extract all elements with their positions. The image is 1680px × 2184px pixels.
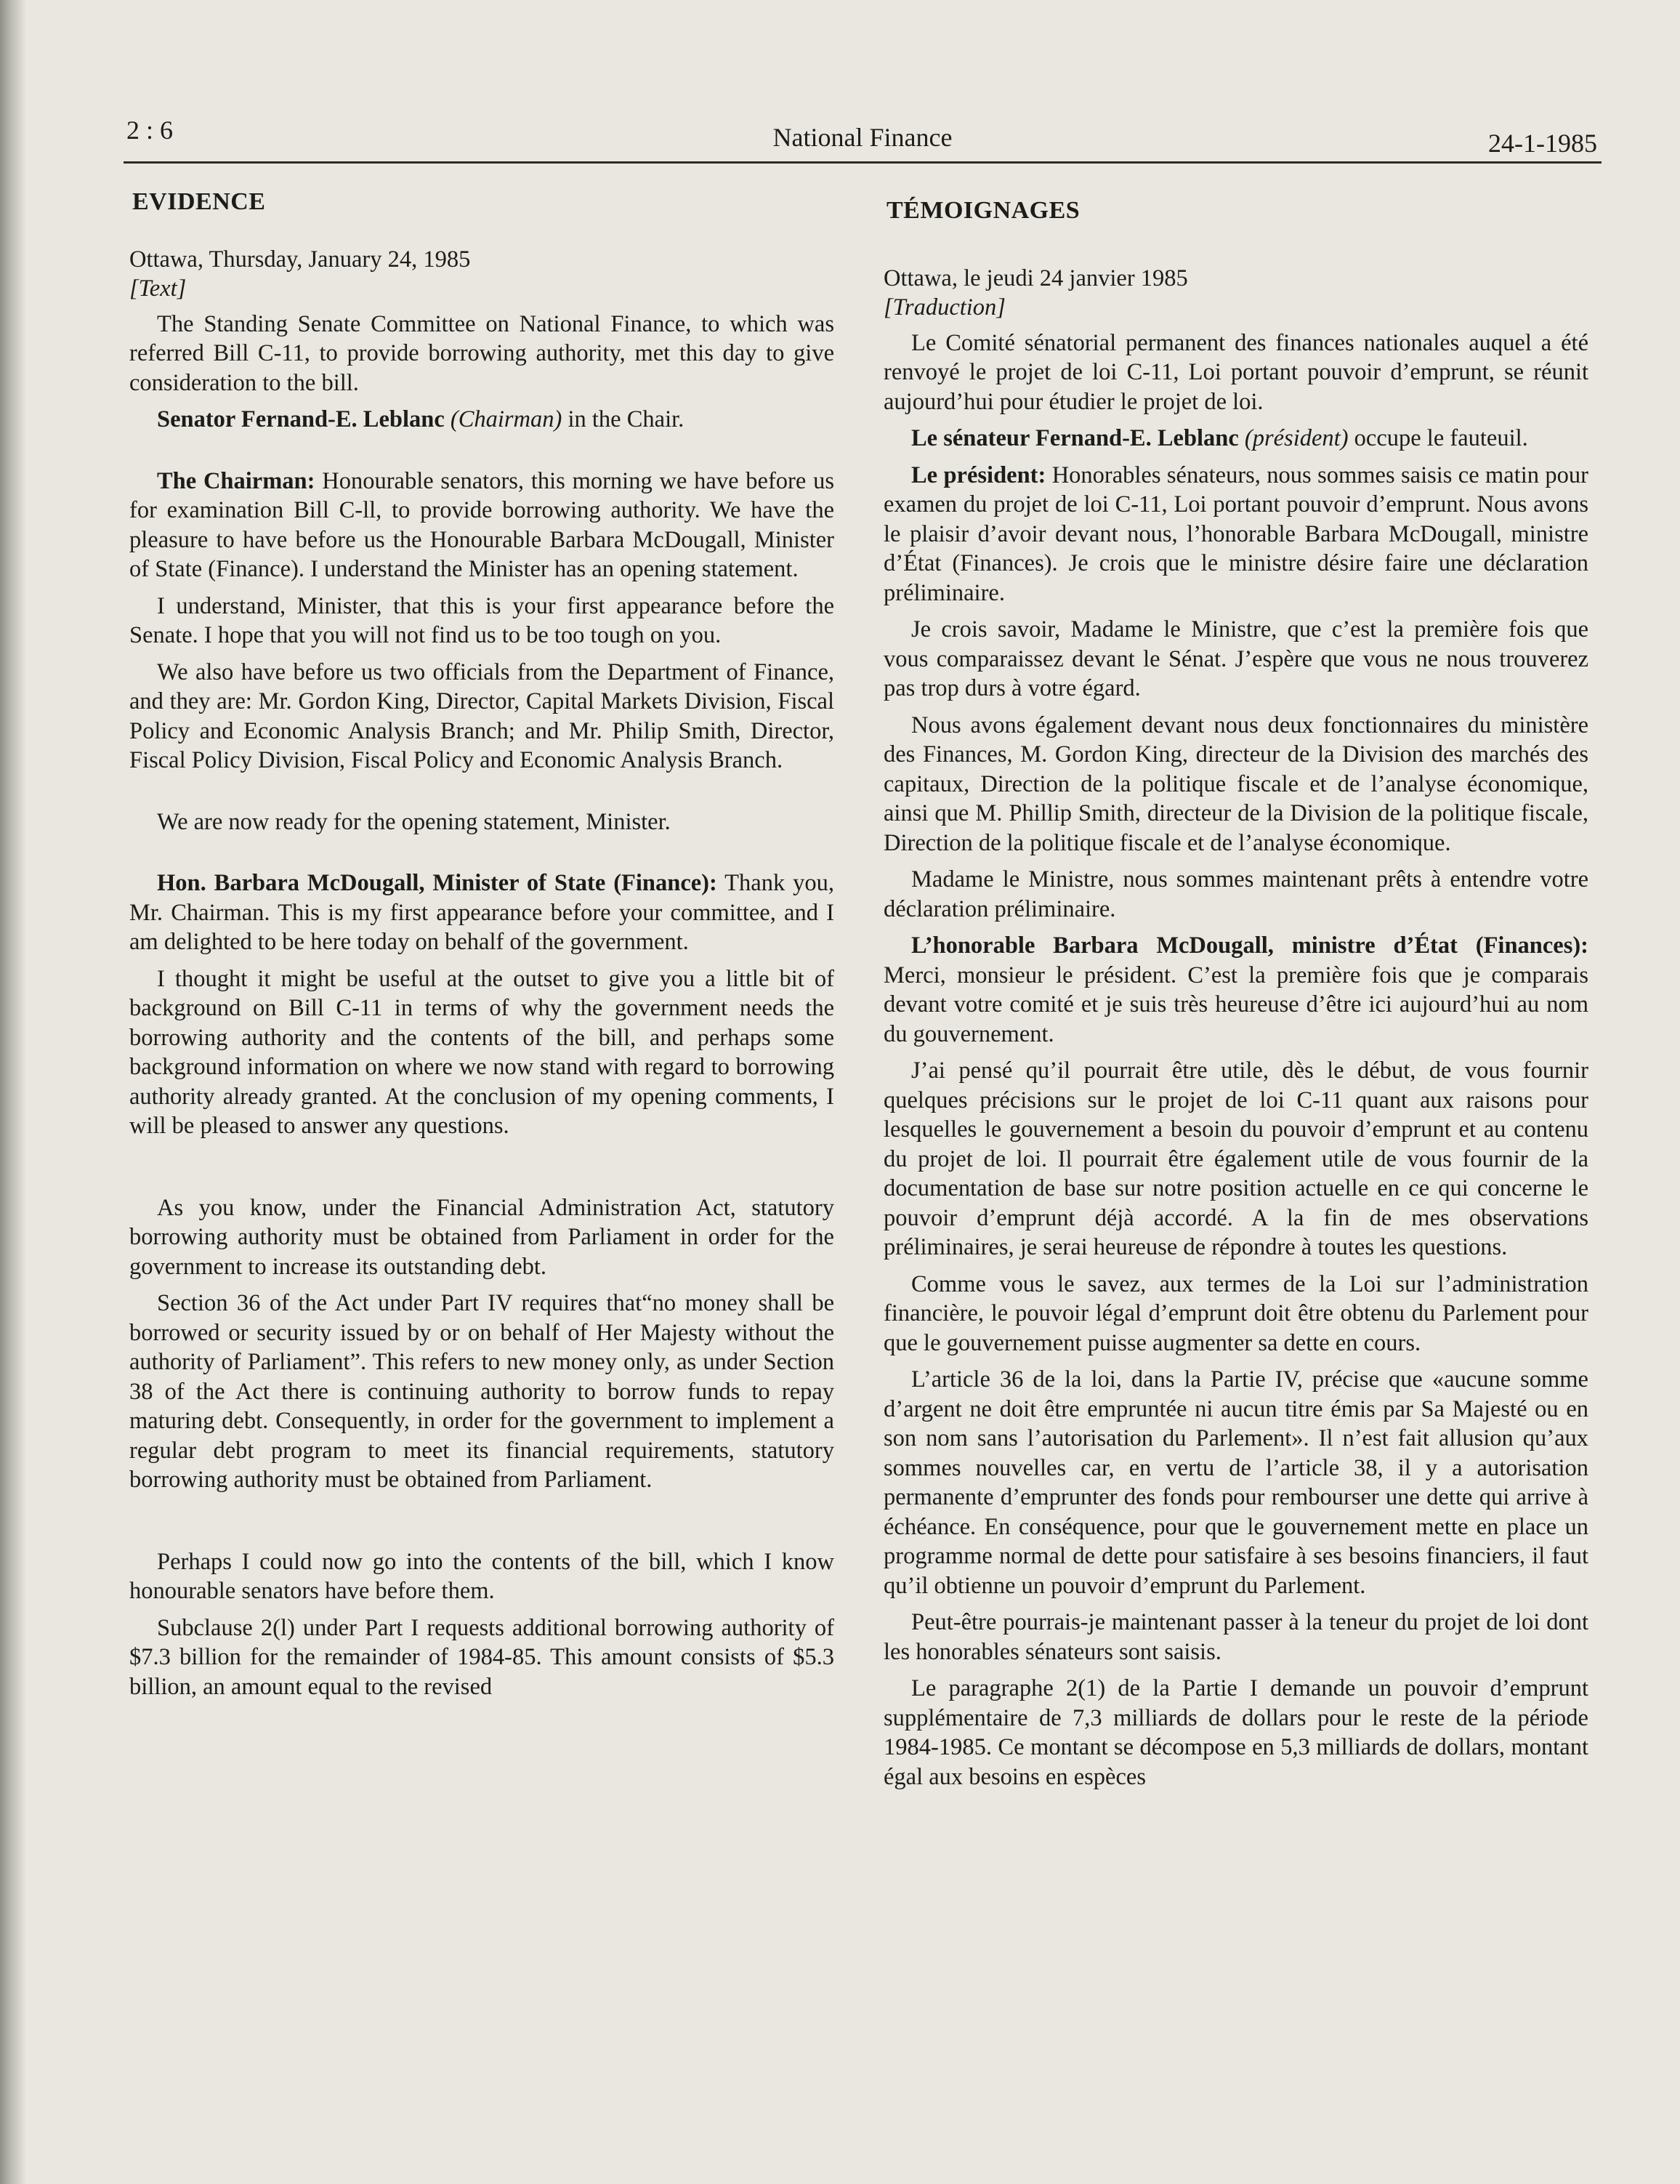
english-paragraph: We are now ready for the opening statement, Minister. [157,808,671,835]
french-text-mark: [Traduction] [884,294,1006,321]
french-paragraph: L’honorable Barbara McDougall, ministre d’État (Finances): Merci, monsieur le président. C’est la première fois que je comparais devant votre comité et je suis très heureuse d’être ici aujourd’hui au nom du gouvernement. [884,932,1588,1047]
english-paragraph: I thought it might be useful at the outset to give you a little bit of background on Bill C-11 in terms of why the government needs the borrowing authority and the contents of the bill, and perhaps some background information on where we now stand with regard to borrowing authority already granted. At the conclusion of my opening comments, I will be pleased to answer any questions. [129,965,834,1139]
french-paragraph: Peut-être pourrais-je maintenant passer à la teneur du projet de loi dont les honorables sénateurs sont saisis. [884,1609,1588,1665]
french-paragraph: Le président: Honorables sénateurs, nous sommes saisis ce matin pour examen du projet de loi C-11, Loi portant pouvoir d’emprunt. Nous avons le plaisir d’avoir devant nous, l’honorable Barbara McDougall, ministre d’État (Finances). Je crois que le ministre désire faire une déclaration préliminaire. [884,462,1588,606]
french-dateline: Ottawa, le jeudi 24 janvier 1985 [884,265,1188,291]
publication-title: National Finance [772,123,953,152]
french-paragraph: Je crois savoir, Madame le Ministre, que c’est la première fois que vous comparaissez devant le Sénat. J’espère que vous ne nous trouverez pas trop durs à votre égard. [884,616,1588,701]
page-header [124,110,1602,164]
speaker-name: Le président: [911,462,1046,488]
speaker-name: Le sénateur Fernand-E. Leblanc [911,425,1239,451]
speaker-name: Senator Fernand-E. Leblanc [157,406,445,432]
page-number: 2 : 6 [126,116,174,145]
english-paragraph: Hon. Barbara McDougall, Minister of State (Finance): Thank you, Mr. Chairman. This is my first appearance before your committee, and I am delighted to be here today on behalf of the government. [129,870,834,955]
english-paragraph: Subclause 2(l) under Part I requests additional borrowing authority of $7.3 billion for the remainder of 1984-85. This amount consists of $5.3 billion, an amount equal to the revised [129,1614,834,1700]
english-paragraph: The Chairman: Honourable senators, this morning we have before us for examination Bill C-ll, to provide borrowing authority. We have the pleasure to have before us the Honourable Barbara McDougall, Minister of State (Finance). I understand the Minister has an opening statement. [129,467,834,582]
english-heading: EVIDENCE [132,188,266,215]
english-paragraph: As you know, under the Financial Administration Act, statutory borrowing authority must be obtained from Parliament in order for the government to increase its outstanding debt. [129,1194,834,1280]
speaker-name: Hon. Barbara McDougall, Minister of State (Finance): [157,870,717,896]
english-paragraph: Perhaps I could now go into the contents of the bill, which I know honourable senators have before them. [129,1548,834,1604]
english-paragraph: The Standing Senate Committee on National Finance, to which was referred Bill C-11, to provide borrowing authority, met this day to give consideration to the bill. [129,310,834,396]
english-dateline: Ottawa, Thursday, January 24, 1985 [129,246,471,273]
french-heading: TÉMOIGNAGES [887,197,1081,224]
french-paragraph: Le sénateur Fernand-E. Leblanc (président) occupe le fauteuil. [911,425,1528,451]
english-column [129,188,834,1709]
english-text-mark: [Text] [129,275,187,302]
french-paragraph: Comme vous le savez, aux termes de la Loi sur l’administration financière, le pouvoir légal d’emprunt doit être obtenu du Parlement pour que le gouvernement puisse augmenter sa dette en cours. [884,1270,1588,1356]
french-paragraph: L’article 36 de la loi, dans la Partie IV, précise que «aucune somme d’argent ne doit être empruntée ni aucun titre émis par Sa Majesté ou en son nom sans l’autorisation du Parlement». Il n’est fait allusion qu’aux sommes nouvelles car, en vertu de l’article 38, il y a autorisation permanente d’emprunter des fonds pour rembourser une dette qui arrive à échéance. En conséquence, pour que le gouvernement mette en place un programme normal de dette pour satisfaire à ses besoins financiers, il faut qu’il obtienne un pouvoir d’emprunt du Parlement. [884,1366,1588,1599]
speaker-name: L’honorable Barbara McDougall, ministre d’État (Finances): [911,932,1588,959]
french-paragraph: J’ai pensé qu’il pourrait être utile, dès le début, de vous fournir quelques précisions sur le projet de loi C-11 quant aux raisons pour lesquelles le gouvernement a besoin du pouvoir d’emprunt et au contenu du projet de loi. Il pourrait être également utile de vous fournir de la documentation de base sur notre position actuelle en ce qui concerne le pouvoir d’emprunt déjà accordé. A la fin de mes observations préliminaires, je serai heureuse de répondre à toutes les questions. [884,1057,1588,1260]
french-paragraph: Madame le Ministre, nous sommes maintenant prêts à entendre votre déclaration préliminaire. [884,866,1588,922]
binding-shadow [0,0,26,2184]
french-paragraph: Le Comité sénatorial permanent des finances nationales auquel a été renvoyé le projet de loi C-11, Loi portant pouvoir d’emprunt, se réunit aujourd’hui pour étudier le projet de loi. [884,329,1588,415]
french-column [884,196,1588,1799]
english-paragraph: Senator Fernand-E. Leblanc (Chairman) in the Chair. [157,406,684,432]
english-paragraph: We also have before us two officials from the Department of Finance, and they are: Mr. Gordon King, Director, Capital Markets Division, Fiscal Policy and Economic Analysis Branch; and Mr. Philip Smith, Director, Fiscal Policy Division, Fiscal Policy and Economic Analysis Branch. [129,658,834,773]
french-paragraph: Nous avons également devant nous deux fonctionnaires du ministère des Finances, M. Gordon King, directeur de la Division des marchés des capitaux, Direction de la politique fiscale et de l’analyse économique, ainsi que M. Phillip Smith, directeur de la Division de la politique fiscale, Direction de la politique fiscale et de l’analyse économique. [884,712,1588,856]
english-paragraph: Section 36 of the Act under Part IV requires that“no money shall be borrowed or security issued by or on behalf of Her Majesty without the authority of Parliament”. This refers to new money only, as under Section 38 of the Act there is continuing authority to borrow funds to repay maturing debt. Consequently, in order for the government to implement a regular debt program to meet its financial requirements, statutory borrowing authority must be obtained from Parliament. [129,1290,834,1493]
speaker-name: The Chairman: [157,467,315,494]
english-paragraph: I understand, Minister, that this is your first appearance before the Senate. I hope that you will not find us to be too tough on you. [129,592,834,648]
french-paragraph: Le paragraphe 2(1) de la Partie I demande un pouvoir d’emprunt supplémentaire de 7,3 milliards de dollars pour le reste de la période 1984-1985. Ce montant se décompose en 5,3 milliards de dollars, montant égal aux besoins en espèces [884,1675,1588,1790]
header-date: 24-1-1985 [1488,129,1597,158]
